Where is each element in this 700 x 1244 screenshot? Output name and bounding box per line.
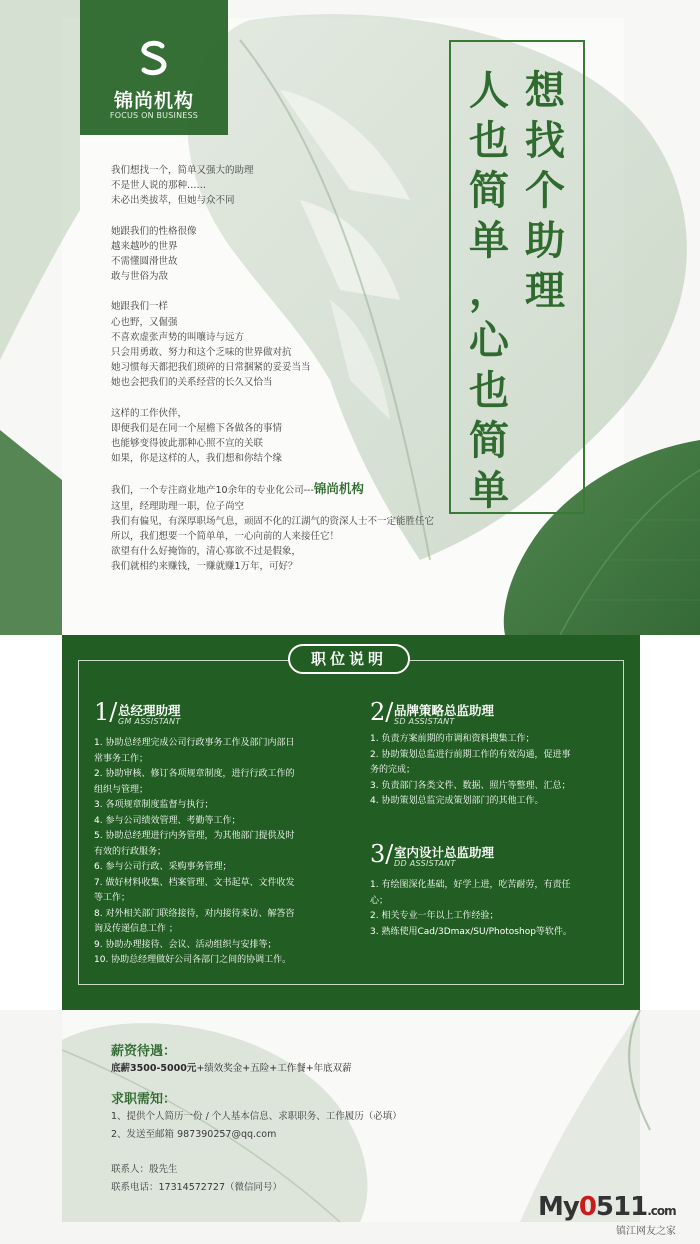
intro-paragraph [111,499,471,575]
duty-item: 4. 参与公司绩效管理、考勤等工作； [94,815,241,826]
headline-char: 人 [469,68,509,114]
section-title: 职位说明 [288,644,410,674]
duty-item: 1. 协助总经理完成公司行政事务工作及部门内部日 [94,738,295,748]
intro-paragraph [111,163,471,209]
intro-line: 我们有偏见，有深厚职场气息，顽固不化的江湖气的资深人士不一定能胜任它 [111,515,435,527]
job-title: 室内设计总监助理 [394,845,495,860]
watermark-logo [538,1192,676,1222]
intro-line: 她跟我们的性格很像 [111,225,197,237]
intro-brand-name: 锦尚机构 [313,481,364,497]
intro-line: 不喜欢虚张声势的叫嚷诗与远方 [111,331,245,343]
headline-column-left [466,66,512,516]
logo-tagline: FOCUS ON BUSINESS [109,111,199,120]
intro-line: 我们就相约来赚钱，一赚就赚1万年，可好？ [111,561,298,573]
intro-line: 越来越吵的世界 [111,240,178,252]
intro-line: 这里，经理助理一职，位子尚空 [111,500,245,512]
duty-item: 2. 协助策划总监进行前期工作的有效沟通，促进事 [370,749,571,760]
job-duties-list [370,732,570,810]
intro-company-prefix: 我们，一个专注商业地产10余年的专业化公司--- [111,485,314,497]
duty-item: 7. 做好材料收集、档案管理、文书起草、文件收发 [94,877,295,888]
headline-char: 简 [469,168,509,214]
watermark-caption: 镇江网友之家 [616,1226,676,1237]
duty-item: 等工作； [94,893,131,903]
job-title: 品牌策略总监助理 [394,703,495,718]
headline-char: ， [469,268,509,314]
intro-company-line [111,481,471,498]
duty-item: 3. 熟练使用Cad/3Dmax/SU/Photoshop等软件。 [370,926,572,937]
duty-item: 务的完成； [370,765,416,775]
watermark-part: My [538,1192,579,1222]
intro-line: 敢与世俗为敌 [111,271,169,283]
headline-char: 单 [469,468,509,514]
watermark-part: 0 [578,1192,596,1222]
duty-item: 5. 协助总经理进行内务管理，为其他部门提供及时 [94,831,295,841]
job-subtitle: SD ASSISTANT [394,717,455,726]
headline-char: 心 [469,318,509,364]
requirement-item-email[interactable]: 2、发送至邮箱 987390257@qq.com [111,1129,277,1140]
intro-line: 欲望有什么好掩饰的，清心寡欲不过是假象， [111,546,302,558]
requirements-heading: 求职需知： [111,1092,177,1107]
job-dd-assistant [370,842,610,872]
salary-heading: 薪资待遇： [111,1044,177,1059]
intro-paragraph [111,224,471,285]
duty-item: 4. 协助策划总监完成策划部门的其他工作。 [370,796,544,806]
intro-line: 如果，你是这样的人，我们想和你结个缘 [111,453,283,465]
duty-item: 2. 协助审核、修订各项规章制度，进行行政工作的 [94,769,295,779]
job-sd-assistant [370,700,610,730]
duty-item: 3. 各项规章制度监督与执行； [94,800,214,810]
watermark-part: .com [647,1204,676,1218]
job-duties-list [370,878,572,940]
duty-item: 1. 有绘图深化基础，好学上进，吃苦耐劳，有责任 [370,880,571,890]
intro-line: 所以，我们想要一个简单单，一心向前的人来接任它！ [111,531,340,543]
contact-person: 联系人：殷先生 [111,1164,178,1175]
intro-line: 只会用勇敢、努力和这个乏味的世界做对抗 [111,347,292,359]
intro-line: 不是世人说的那种…… [111,180,207,192]
intro-line: 她跟我们一样 [111,301,169,313]
site-watermark [538,1192,698,1242]
headline-char: 找 [525,118,565,164]
job-duties-list [94,736,294,969]
intro-line: 不需懂圆滑世故 [111,256,178,268]
duty-item: 常事务工作； [94,753,149,764]
requirement-item: 1、提供个人简历一份 / 个人基本信息、求职职务、工作履历（必填） [111,1111,402,1122]
salary-base: 底薪3500-5000元 [111,1063,197,1074]
job-gm-assistant [94,700,354,730]
duty-item: 3. 负责部门各类文件、数据、照片等整理、汇总； [370,780,571,791]
headline-char: 简 [469,418,509,464]
watermark-part: 511 [595,1192,648,1222]
duty-item: 8. 对外相关部门联络接待，对内接待来访、解答咨 [94,908,295,919]
intro-line: 即便我们是在同一个屋檐下各做各的事情 [111,422,283,434]
headline-char: 单 [469,218,509,264]
headline-char: 助 [525,218,565,264]
duty-item: 6. 参与公司行政、采购事务管理； [94,862,232,872]
intro-line: 她习惯每天都把我们琐碎的日常捆紧的妥妥当当 [111,362,311,374]
contact-phone: 联系电话：17314572727（微信同号） [111,1182,282,1193]
duty-item: 组织与管理； [94,784,149,795]
duty-item: 10. 协助总经理做好公司各部门之间的协调工作。 [94,955,292,965]
headline-char: 个 [525,168,565,214]
logo-name: 锦尚机构 [113,90,194,112]
job-title: 总经理助理 [118,703,181,718]
brand-logo [80,0,228,135]
headline-char: 也 [469,368,509,414]
intro-line: 我们想找一个，简单又强大的助理 [111,165,254,176]
job-subtitle: DD ASSISTANT [394,859,456,868]
intro-line: 也能够变得彼此那种心照不宣的关联 [111,438,264,450]
salary-benefits: +绩效奖金+五险+工作餐+年底双薪 [196,1063,352,1074]
duty-item: 9. 协助办理接待、会议、活动组织与安排等； [94,939,277,950]
duty-item: 询及传递信息工作 ； [94,924,178,934]
duty-item: 2. 相关专业一年以上工作经验； [370,911,499,921]
intro-line: 这样的工作伙伴， [111,407,188,419]
job-number: 3/ [370,840,394,868]
headline-char: 理 [525,268,565,314]
headline-column-right [522,66,568,316]
job-subtitle: GM ASSISTANT [118,717,181,726]
headline-char: 也 [469,118,509,164]
job-number: 2/ [370,698,394,726]
logo-mark-icon [80,38,228,78]
intro-paragraph [111,406,471,467]
intro-line: 未必出类拔萃，但她与众不同 [111,195,235,207]
duty-item: 1. 负责方案前期的市调和资料搜集工作； [370,734,535,744]
intro-paragraph [111,299,471,390]
headline-char: 想 [525,68,565,114]
duty-item: 心； [370,895,389,906]
intro-text [111,163,471,575]
duty-item: 有效的行政服务； [94,846,167,857]
salary-value [111,1060,352,1074]
intro-line: 心也野，又倔强 [111,316,178,328]
job-number: 1/ [94,698,118,726]
intro-line: 她也会把我们的关系经营的长久又恰当 [111,377,273,389]
